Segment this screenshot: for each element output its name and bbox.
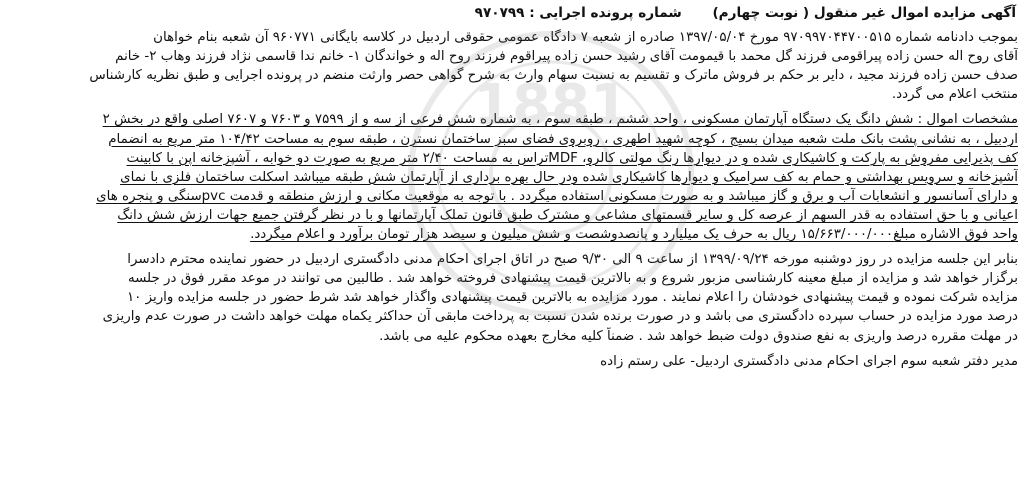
judgment-line: آقای روح اله حسن زاده پیراقومی فرزند گل محمد با قیمومت آقای رشید حسن زاده پیراقوم فرزند روح اله و خواندگان ۱- خانم ندا قاسمی نژاد فرزند وهاب ۲- خانم xyxy=(115,49,1018,65)
signature-line: مدیر دفتر شعبه سوم اجرای احکام مدنی دادگستری اردبیل- علی رستم زاده xyxy=(600,353,1018,369)
property-line: واحد فوق الاشاره مبلغ۱۵/۶۶۳/۰۰۰/۰۰۰ ریال به حرف یک میلیارد و پانصدوشصت و شش میلیون و سیصد هزار تومان برآورد و اعلام میگردد. xyxy=(250,227,1018,243)
notice-header xyxy=(6,4,1018,23)
seal-watermark-text: 1881 xyxy=(473,73,629,138)
terms-line: در مهلت مقرره درصد واریزی به نفع صندوق دولت ضبط خواهد شد . ضمناً کلیه مخارج بعهده محکوم علیه می باشد. xyxy=(379,328,1018,344)
terms-line: برگزار خواهد شد و مزایده از مبلغ معینه کارشناسی مزبور شروع و به بالاترین قیمت پیشنهادی فروخته خواهد شد . طالبین می توانند در موعد مقرر فوق در جلسه xyxy=(127,271,1018,287)
case-number: ۹۷۰۷۹۹ xyxy=(474,5,525,21)
terms-line: مزایده شرکت نموده و قیمت پیشنهادی خودشان را اعلام نمایند . مورد مزایده به بالاترین قیمت پیشنهادی واگذار خواهد شد شرط حضور در جلسه مزایده واریز ۱۰ xyxy=(126,290,1018,306)
terms-line: بنابر این جلسه مزایده در روز دوشنبه مورخه ۱۳۹۹/۰۹/۲۴ از ساعت ۹ الی ۹/۳۰ صبح در اتاق اجرای احکام مدنی دادگستری اردبیل در حضور نماینده محترم دادسرا xyxy=(127,252,1018,268)
judgment-paragraph xyxy=(6,28,1018,104)
judgment-line: بموجب دادنامه شماره ۹۷۰۹۹۷۰۴۴۷۰۰۵۱۵ مورخ ۱۳۹۷/۰۵/۰۴ صادره از شعبه ۷ دادگاه عمومی حقوقی اردبیل در کلاسه بایگانی ۹۶۰۷۷۱ آن شعبه بنام خواهان xyxy=(153,30,1018,46)
property-line: کف پذیرایی مفروش به پارکت و کاشیکاری شده و در دیوارها رنگ مولتی کالرو، MDFتراس به مساحت ۲/۴۰ متر مربع به صورت دو خوابه ، آشپزخانه اپن با کابینت xyxy=(126,150,1018,166)
property-line: آشپزخانه و سرویس بهداشتی و حمام به کف سرامیک و دیوارها کاشیکاری شده ودر حال بهره برداری از آپارتمان شش طبقه میباشد اسکلت ساختمان فلزی با نمای xyxy=(120,169,1018,185)
property-line: مشخصات اموال : شش دانگ یک دستگاه آپارتمان مسکونی ، واحد ششم ، طبقه سوم ، به شماره شش فرعی از سه و از ۷۵۹۹ و ۷۶۰۳ و ۷۶۰۷ اصلی واقع در بخش ۲ xyxy=(102,112,1018,128)
judgment-line: صدف حسن زاده فرزند مجید ، دایر بر حکم بر فروش ماترک و تقسیم به نسبت سهام وارث به شرح گواهی حصر وارثت منضم در پرونده اجرایی و طبق نظریه کارشناس xyxy=(89,68,1018,84)
auction-notice-document xyxy=(6,4,1018,478)
property-line: اردبیل ، به نشانی پشت بانک ملت شعبه میدان بسیج ، کوچه شهید اطهری ، روبروی فضای سبز ساختمان نسترن ، طبقه سوم به مساحت ۱۰۴/۴۲ متر مربع به انضمام xyxy=(108,131,1018,147)
judgment-line: منتخب اعلام می گردد. xyxy=(891,87,1018,103)
auction-terms-paragraph xyxy=(6,250,1018,345)
case-number-label: شماره پرونده اجرایی : xyxy=(529,5,682,21)
property-line: و دارای آسانسور و انشعابات آب و برق و گاز میباشد و به صورت مسکونی استفاده میگردد . با توجه به موقعیت مکانی و ارزش منطقه و قدمت pvcسنگی و پنجره های xyxy=(96,188,1018,204)
terms-line: درصد مورد مزایده در حساب سپرده دادگستری می باشد و در صورت برنده شدن نسبت به پرداخت مابقی آن حداکثر یکماه مهلت خواهد داشت در صورت عدم واریزی xyxy=(102,309,1018,325)
property-specs-paragraph xyxy=(6,110,1018,244)
notice-title: آگهی مزایده اموال غیر منقول ( نوبت چهارم) xyxy=(712,5,1016,21)
property-line: اعیانی و با حق استفاده به قدر السهم از عرصه کل و سایر قسمتهای مشاعی و مشترک طبق قانون تملک آپارتمانها و با در نظر گرفتن جمیع جهات ارزش شش دانگ xyxy=(117,207,1018,223)
